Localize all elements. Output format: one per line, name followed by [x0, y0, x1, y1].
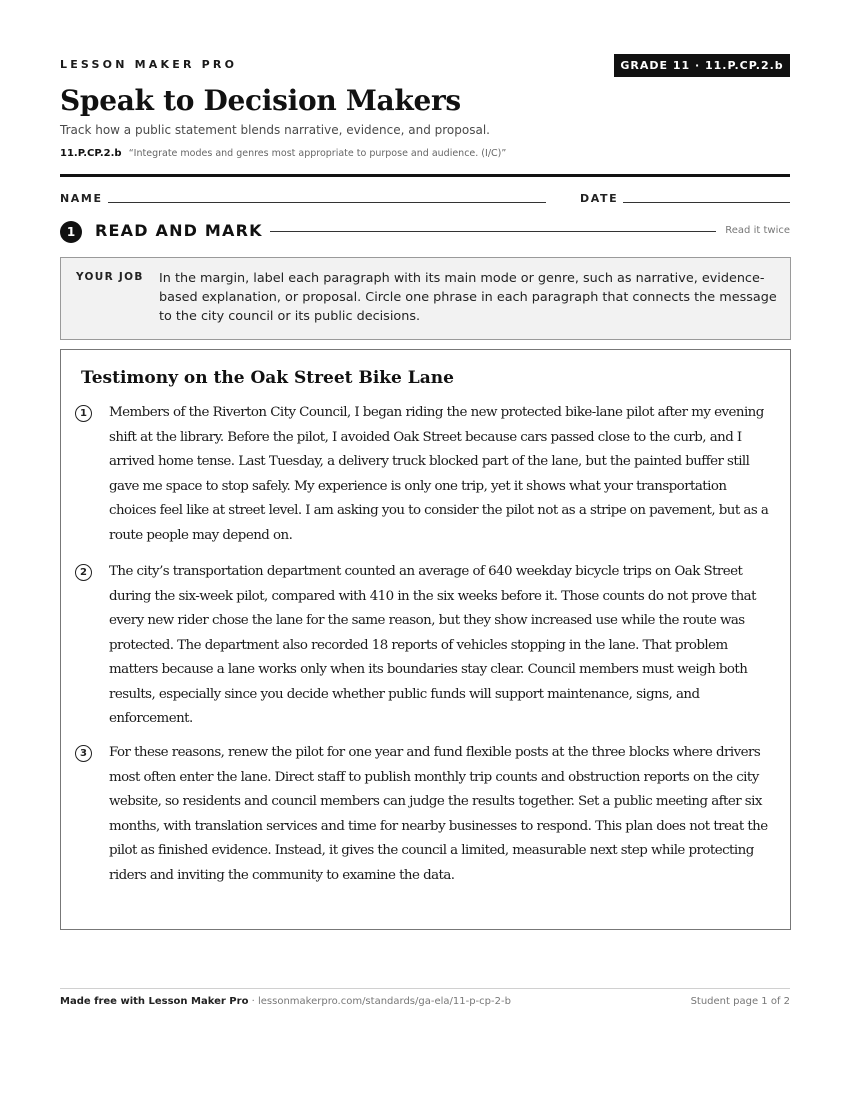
section-title: READ AND MARK [95, 221, 263, 240]
instructions-text: In the margin, label each paragraph with its main mode or genre, such as narrative, evidence-based explanation, or proposal. Circle one phrase in each paragraph that connects the message to the city council or its public decisions. [159, 271, 777, 324]
name-field[interactable] [108, 202, 546, 203]
paragraph-3 [75, 741, 775, 888]
paragraph-text[interactable]: For these reasons, renew the pilot for one year and fund flexible posts at the three blocks where drivers most often enter the lane. Direct staff to publish monthly trip counts and obstruction reports on the city website, so residents and council members can judge the results together. Set a public meeting after six months, with translation services and time for nearby businesses to respond. This plan does not treat the pilot as finished evidence. Instead, it gives the council a limited, measurable next step while protecting riders and inviting the community to examine the data. [109, 745, 768, 883]
paragraph-number: 2 [75, 564, 92, 581]
page-indicator: Student page 1 of 2 [690, 996, 790, 1007]
brand-name: LESSON MAKER PRO [60, 58, 238, 71]
paragraph-1 [75, 401, 775, 548]
standard-line [60, 148, 506, 159]
date-field[interactable] [623, 202, 790, 203]
instructions-label: YOUR JOB [76, 271, 144, 283]
paragraph-number: 1 [75, 405, 92, 422]
passage-title: Testimony on the Oak Street Bike Lane [81, 368, 454, 388]
standard-code: 11.P.CP.2.b [60, 148, 122, 159]
passage-box [60, 349, 791, 930]
paragraph-text[interactable]: The city’s transportation department counted an average of 640 weekday bicycle trips on Oak Street during the six-week pilot, compared with 410 in the six weeks before it. Those counts do not prove that every new rider chose the lane for the same reason, but they show increased use while the route was protected. The department also recorded 18 reports of vehicles stopping in the lane. That problem matters because a lane works only when its boundaries stay clear. Council members must weigh both results, especially since you decide whether public funds will support maintenance, signs, and enforcement. [109, 564, 756, 726]
worksheet-subtitle: Track how a public statement blends narrative, evidence, and proposal. [60, 123, 490, 137]
header-divider [60, 174, 790, 177]
footer-made-with: Made free with Lesson Maker Pro [60, 996, 249, 1007]
section-divider [270, 231, 716, 232]
paragraph-text[interactable]: Members of the Riverton City Council, I began riding the new protected bike-lane pilot after my evening shift at the library. Before the pilot, I avoided Oak Street because cars passed close to the curb, and I arrived home tense. Last Tuesday, a delivery truck blocked part of the lane, but the painted buffer still gave me space to stop safely. My experience is only one trip, yet it shows what your transportation choices feel like at street level. I am asking you to consider the pilot not as a stripe on pavement, but as a route people may depend on. [109, 405, 769, 543]
grade-badge: GRADE 11 · 11.P.CP.2.b [614, 54, 790, 77]
standard-quote: “Integrate modes and genres most appropriate to purpose and audience. (I/C)” [128, 148, 507, 159]
footer-url[interactable]: · lessonmakerpro.com/standards/ga-ela/11-p-cp-2-b [248, 996, 511, 1007]
instructions-box [60, 257, 791, 340]
worksheet-title: Speak to Decision Makers [60, 84, 461, 117]
section-note: Read it twice [725, 225, 790, 236]
footer-divider [60, 988, 790, 989]
name-label: NAME [60, 192, 103, 205]
date-label: DATE [580, 192, 619, 205]
section-number-badge: 1 [60, 221, 82, 243]
footer-credit [60, 996, 511, 1007]
paragraph-number: 3 [75, 745, 92, 762]
paragraph-2 [75, 560, 775, 732]
